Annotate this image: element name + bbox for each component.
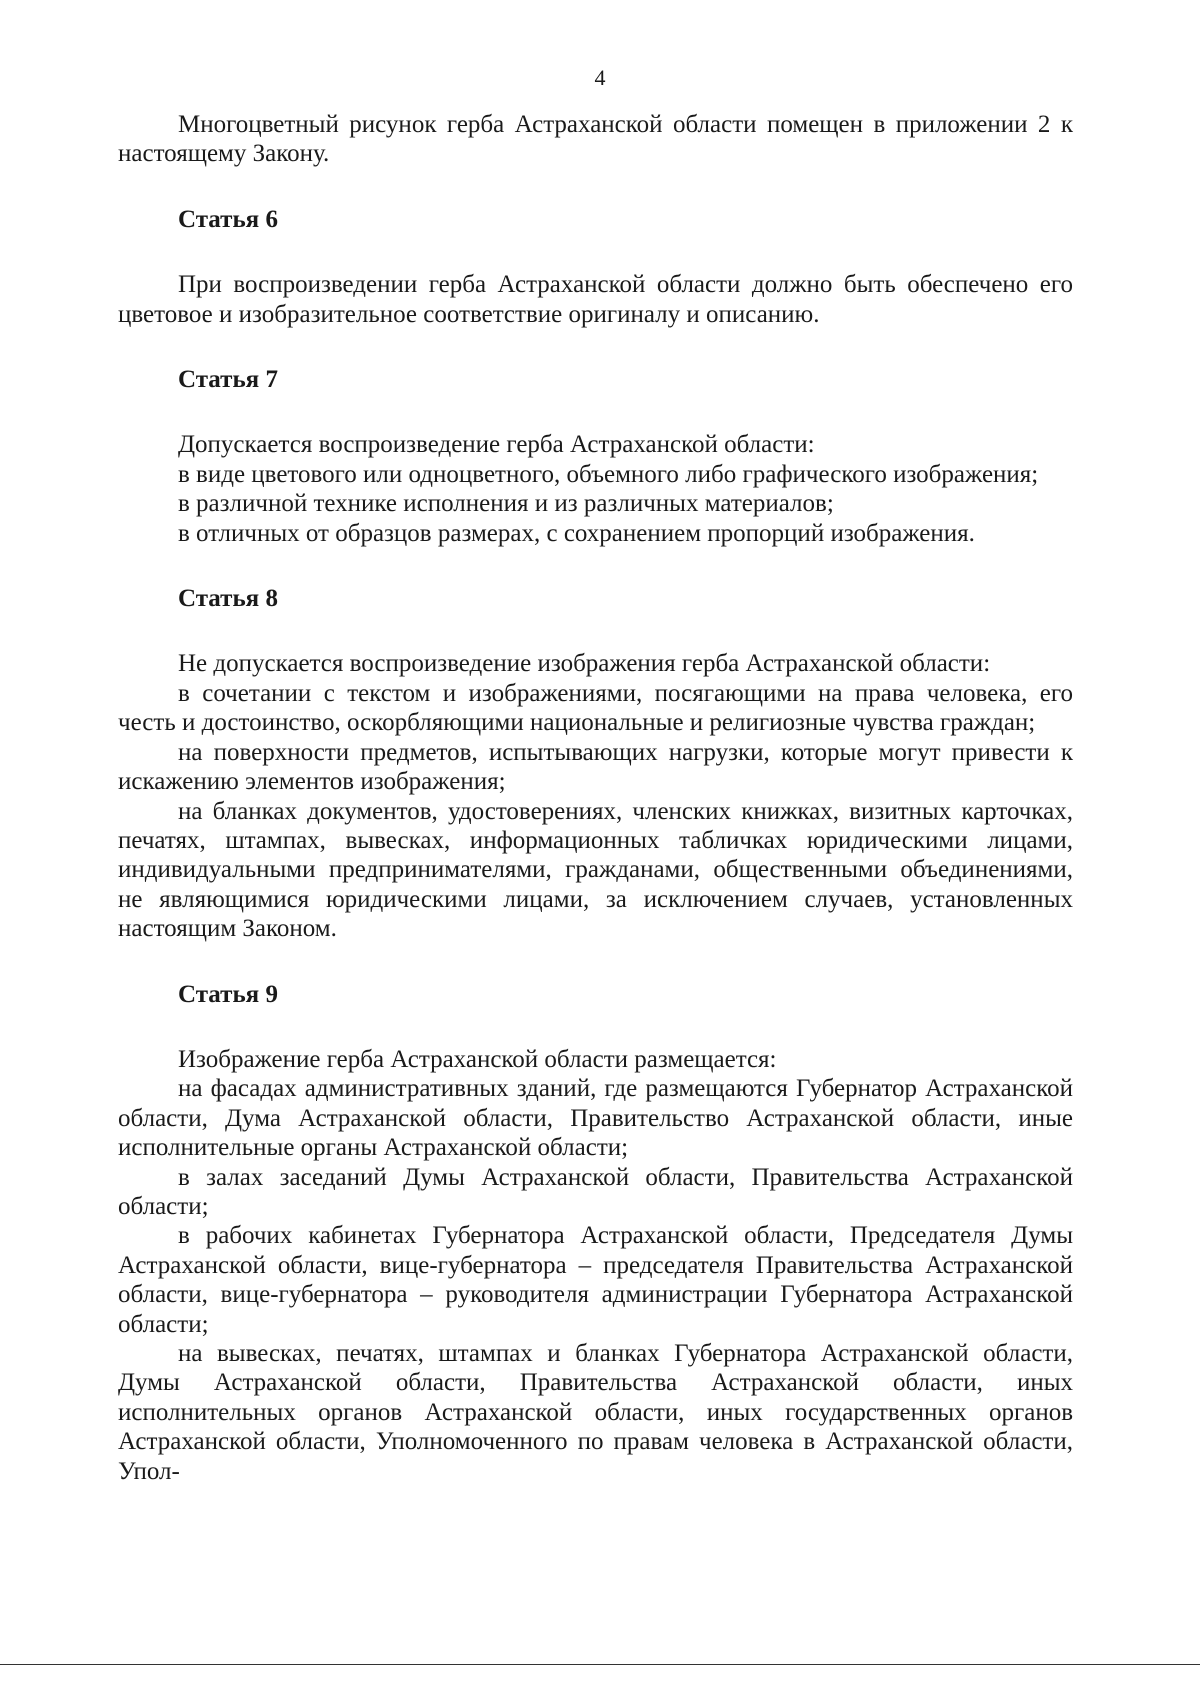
article-6-paragraph: При воспроизведении герба Астраханской области должно быть обеспечено его цветовое и изобразительное соответствие оригиналу и описанию. bbox=[118, 271, 1073, 328]
article-8-paragraph: на бланках документов, удостоверениях, членских книжках, визитных карточках, печатях, штампах, вывесках, информационных табличках юридическими лицами, индивидуальными предпринимателями, гражданами, общественными объединениями, не являющимися юридическими лицами, за исключением случаев, установленных настоящим Законом. bbox=[118, 797, 1073, 943]
article-9-paragraph: в залах заседаний Думы Астраханской области, Правительства Астраханской области; bbox=[118, 1163, 1073, 1220]
page-number: 4 bbox=[594, 65, 606, 90]
article-9-paragraph: на вывесках, печатях, штампах и бланках Губернатора Астраханской области, Думы Астраханской области, Правительства Астраханской области, иных исполнительных органов Астраханской области, иных государственных органов Астраханской области, Уполномоченного по правам человека в Астраханской области, Упол- bbox=[118, 1340, 1073, 1485]
article-8-lead: Не допускается воспроизведение изображения герба Астраханской области: bbox=[178, 650, 991, 678]
article-7-title: Статья 7 bbox=[178, 366, 278, 394]
article-7-line: в виде цветового или одноцветного, объемного либо графического изображения; bbox=[178, 460, 1039, 488]
article-9-title: Статья 9 bbox=[178, 980, 278, 1008]
article-8-paragraph: в сочетании с текстом и изображениями, посягающими на права человека, его честь и достоинство, оскорбляющими национальные и религиозные чувства граждан; bbox=[118, 679, 1073, 737]
article-8-title: Статья 8 bbox=[178, 585, 278, 613]
article-8-paragraph: на поверхности предметов, испытывающих нагрузки, которые могут привести к искажению элементов изображения; bbox=[118, 738, 1073, 796]
intro-paragraph: Многоцветный рисунок герба Астраханской области помещен в приложении 2 к настоящему Закону. bbox=[118, 111, 1073, 168]
article-7-line: в различной технике исполнения и из различных материалов; bbox=[178, 490, 834, 518]
article-9-lead: Изображение герба Астраханской области размещается: bbox=[178, 1045, 777, 1073]
article-7-line: в отличных от образцов размерах, с сохранением пропорций изображения. bbox=[178, 519, 975, 547]
article-9-paragraph: на фасадах административных зданий, где размещаются Губернатор Астраханской области, Дума Астраханской области, Правительство Астраханской области, иные исполнительные органы Астраханской области; bbox=[118, 1075, 1073, 1162]
article-9-paragraph: в рабочих кабинетах Губернатора Астраханской области, Председателя Думы Астраханской области, вице-губернатора – председателя Правительства Астраханской области, вице-губернатора – руководителя администрации Губернатора Астраханской области; bbox=[118, 1222, 1073, 1338]
bottom-divider bbox=[0, 1664, 1200, 1665]
article-6-title: Статья 6 bbox=[178, 205, 278, 233]
article-7-line: Допускается воспроизведение герба Астраханской области: bbox=[178, 431, 815, 459]
document-body bbox=[118, 110, 1073, 1486]
